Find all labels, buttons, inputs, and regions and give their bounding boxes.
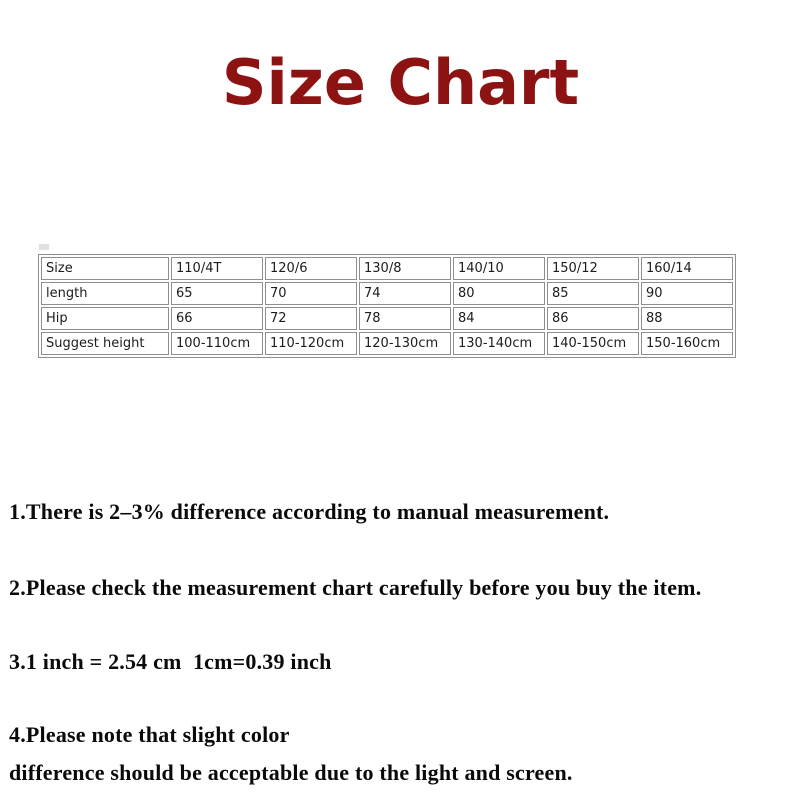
size-table-body xyxy=(41,257,733,355)
value-cell: 66 xyxy=(171,307,263,330)
value-cell: 80 xyxy=(453,282,545,305)
row-label-cell: length xyxy=(41,282,169,305)
table-row xyxy=(41,307,733,330)
table-row xyxy=(41,332,733,355)
value-cell: 72 xyxy=(265,307,357,330)
value-cell: 110/4T xyxy=(171,257,263,280)
row-label-cell: Suggest height xyxy=(41,332,169,355)
value-cell: 110-120cm xyxy=(265,332,357,355)
table-row xyxy=(41,282,733,305)
value-cell: 65 xyxy=(171,282,263,305)
value-cell: 100-110cm xyxy=(171,332,263,355)
table-row xyxy=(41,257,733,280)
value-cell: 140-150cm xyxy=(547,332,639,355)
note-unit-conversion: 3.1 inch = 2.54 cm 1cm=0.39 inch xyxy=(9,649,332,674)
note-check-chart: 2.Please check the measurement chart carefully before you buy the item. xyxy=(9,575,702,600)
value-cell: 130/8 xyxy=(359,257,451,280)
value-cell: 120/6 xyxy=(265,257,357,280)
value-cell: 160/14 xyxy=(641,257,733,280)
note-color-difference-line2: difference should be acceptable due to the light and screen. xyxy=(9,760,573,785)
value-cell: 130-140cm xyxy=(453,332,545,355)
value-cell: 85 xyxy=(547,282,639,305)
size-table xyxy=(38,254,736,358)
row-label-cell: Hip xyxy=(41,307,169,330)
note-color-difference-line1: 4.Please note that slight color xyxy=(9,722,290,747)
value-cell: 120-130cm xyxy=(359,332,451,355)
page-title: Size Chart xyxy=(221,46,580,119)
value-cell: 70 xyxy=(265,282,357,305)
value-cell: 150/12 xyxy=(547,257,639,280)
value-cell: 90 xyxy=(641,282,733,305)
row-label-cell: Size xyxy=(41,257,169,280)
value-cell: 74 xyxy=(359,282,451,305)
size-table-container xyxy=(38,254,736,358)
note-manual-measurement: 1.There is 2–3% difference according to manual measurement. xyxy=(9,499,610,524)
value-cell: 140/10 xyxy=(453,257,545,280)
jpeg-corner-artifact xyxy=(39,244,49,250)
value-cell: 78 xyxy=(359,307,451,330)
value-cell: 150-160cm xyxy=(641,332,733,355)
value-cell: 86 xyxy=(547,307,639,330)
value-cell: 84 xyxy=(453,307,545,330)
value-cell: 88 xyxy=(641,307,733,330)
